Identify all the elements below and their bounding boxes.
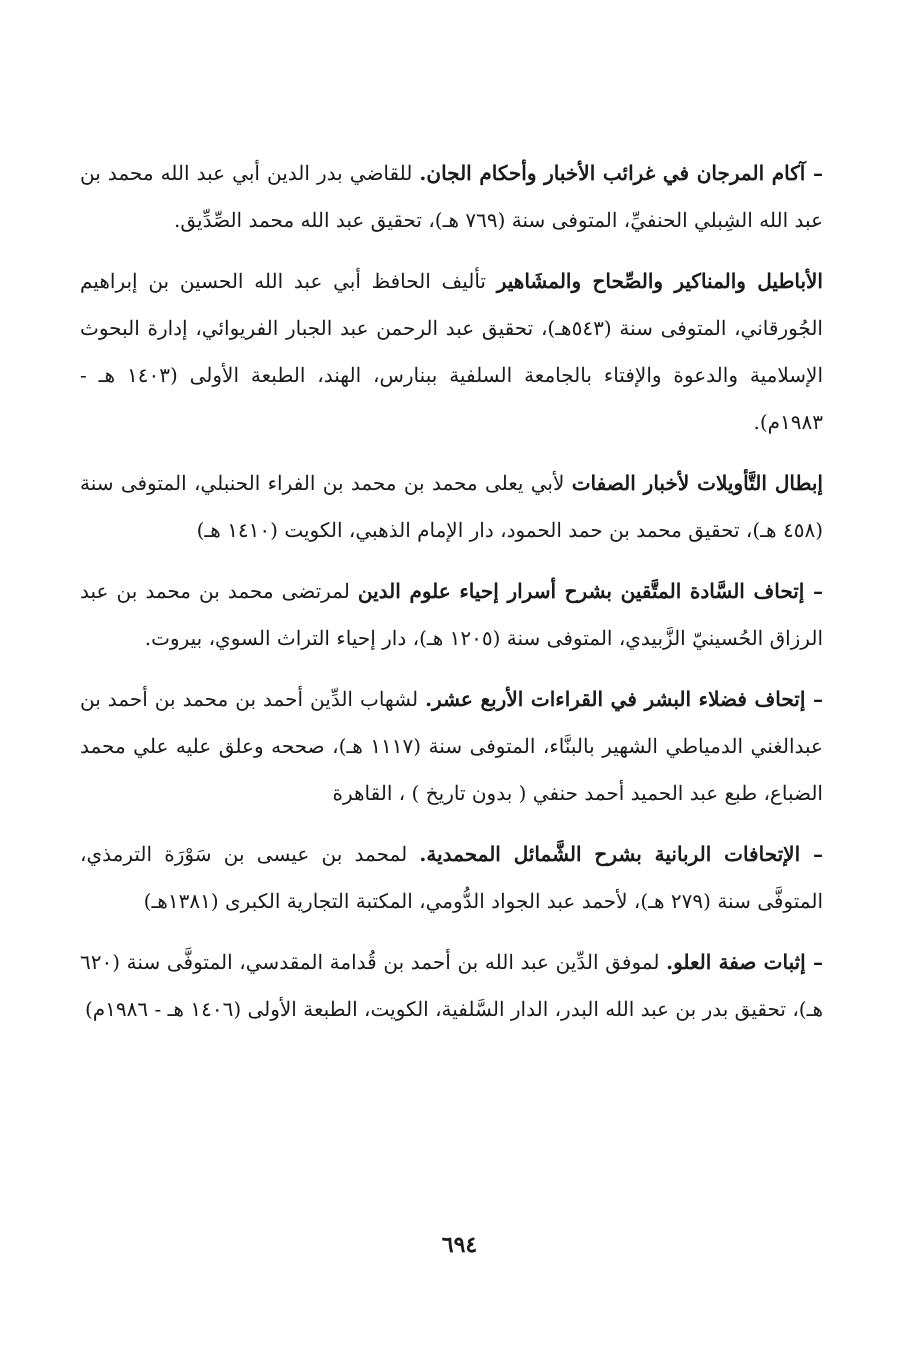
bibliography-entry xyxy=(80,831,823,925)
entry-title: – إتحاف فضلاء البشر في القراءات الأربع عشر. xyxy=(425,687,823,711)
entry-title: – إثبات صفة العلو. xyxy=(666,950,823,974)
entry-body: للقاضي بدر الدين أبي عبد الله محمد بن عبد الله الشِبلي الحنفيِّ، المتوفى سنة (٧٦٩ هـ)، تحقيق عبد الله محمد الصِّدِّيق. xyxy=(80,161,823,232)
bibliography-entry xyxy=(80,150,823,244)
page-number: ٦٩٤ xyxy=(441,1232,478,1258)
entry-body: لشهاب الدِّين أحمد بن محمد بن أحمد بن عبدالغني الدمياطي الشهير بالبنَّاء، المتوفى سنة (١١١٧ هـ)، صححه وعلق عليه علي محمد الضباع، طبع عبد الحميد أحمد حنفي ( بدون تاريخ ) ، القاهرة xyxy=(80,687,823,805)
entry-title: – إتحاف السَّادة المتَّقين بشرح أسرار إحياء علوم الدين xyxy=(357,579,823,603)
bibliography-page xyxy=(80,150,823,1047)
entry-title: الأباطيل والمناكير والصِّحاح والمشَاهير xyxy=(496,269,823,293)
bibliography-entry xyxy=(80,676,823,817)
bibliography-entry xyxy=(80,460,823,554)
entry-body: لمرتضى محمد بن محمد بن عبد الرزاق الحُسينيّ الزَّبيدي، المتوفى سنة (١٢٠٥ هـ)، دار إحياء التراث السوي، بيروت. xyxy=(80,579,823,650)
bibliography-entry xyxy=(80,939,823,1033)
bibliography-entry xyxy=(80,258,823,446)
entry-body: لموفق الدِّين عبد الله بن أحمد بن قُدامة المقدسي، المتوفَّى سنة (٦٢٠ هـ)، تحقيق بدر بن عبد الله البدر، الدار السَّلفية، الكويت، الطبعة الأولى (١٤٠٦ هـ - ١٩٨٦م) xyxy=(80,950,823,1021)
entry-title: إبطال التَّأويلات لأخبار الصفات xyxy=(571,471,823,495)
entry-body: لأبي يعلى محمد بن محمد بن الفراء الحنبلي، المتوفى سنة (٤٥٨ هـ)، تحقيق محمد بن حمد الحمود، دار الإمام الذهبي، الكويت (١٤١٠ هـ) xyxy=(80,471,823,542)
entry-title: – الإتحافات الربانية بشرح الشَّمائل المحمدية. xyxy=(419,842,823,866)
entry-body: تأليف الحافظ أبي عبد الله الحسين بن إبراهيم الجُورقاني، المتوفى سنة (٥٤٣هـ)، تحقيق عبد الرحمن عبد الجبار الفريوائي، إدارة البحوث الإسلامية والدعوة والإفتاء بالجامعة السلفية ببنارس، الهند، الطبعة الأولى (١٤٠٣ هـ - ١٩٨٣م). xyxy=(80,269,823,434)
bibliography-entry xyxy=(80,568,823,662)
entry-title: – آكام المرجان في غرائب الأخبار وأحكام الجان. xyxy=(419,161,823,185)
entry-body: لمحمد بن عيسى بن سَوْرَة الترمذي، المتوفَّى سنة (٢٧٩ هـ)، لأحمد عبد الجواد الدُّومي، المكتبة التجارية الكبرى (١٣٨١هـ) xyxy=(80,842,823,913)
